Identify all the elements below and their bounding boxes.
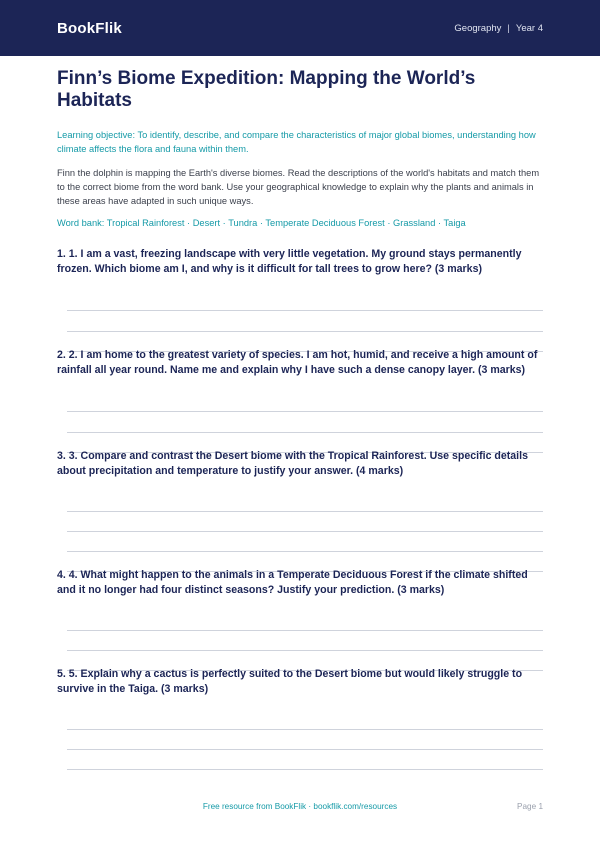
page-title: Finn’s Biome Expedition: Mapping the World’s Habitats	[57, 68, 476, 111]
header-bar	[0, 0, 600, 56]
answer-line[interactable]	[67, 411, 543, 412]
question-5	[57, 667, 543, 770]
answer-line[interactable]	[67, 749, 543, 750]
question-text: 1. 1. I am a vast, freezing landscape with very little vegetation. My ground stays permanently frozen. Which biome am I, and why is it difficult for tall trees to grow here? (3 marks)	[57, 248, 522, 275]
answer-line[interactable]	[67, 769, 543, 770]
brand-logo[interactable]: BookFlik	[57, 19, 122, 37]
word-bank: Word bank: Tropical Rainforest · Desert · Tundra · Temperate Deciduous Forest · Grassland · Taiga	[57, 218, 466, 228]
question-4	[57, 568, 543, 671]
learning-objective: Learning objective: To identify, describe, and compare the characteristics of major global biomes, understanding how climate affects the flora and fauna within them.	[57, 130, 536, 154]
question-2	[57, 348, 543, 453]
answer-line[interactable]	[67, 729, 543, 730]
answer-line[interactable]	[67, 551, 543, 552]
intro-text: Finn the dolphin is mapping the Earth's diverse biomes. Read the descriptions of the world's habitats and match them to the correct biome from the word bank. Use your geographical knowledge to explain why the plants and animals in these areas have adapted in such unique ways.	[57, 168, 540, 206]
question-text: 4. 4. What might happen to the animals in a Temperate Deciduous Forest if the climate shifted and it no longer had four distinct seasons? Justify your prediction. (3 marks)	[57, 569, 528, 596]
subject-meta	[454, 23, 543, 34]
question-3	[57, 449, 543, 572]
answer-line[interactable]	[67, 630, 543, 631]
answer-line[interactable]	[67, 331, 543, 332]
answer-line[interactable]	[67, 650, 543, 651]
answer-line[interactable]	[67, 531, 543, 532]
worksheet-body	[0, 56, 600, 770]
answer-line[interactable]	[67, 511, 543, 512]
question-1	[57, 247, 543, 352]
page-footer	[0, 802, 600, 816]
year-label: Year 4	[515, 22, 543, 34]
page-number: Page 1	[517, 802, 543, 811]
question-text: 2. 2. I am home to the greatest variety of species. I am hot, humid, and receive a high amount of rainfall all year round. Name me and explain why I have such a dense canopy layer. (3 marks)	[57, 349, 538, 376]
answer-line[interactable]	[67, 432, 543, 433]
meta-separator: |	[507, 22, 510, 34]
footer-credit-link[interactable]: Free resource from BookFlik · bookflik.com/resources	[202, 802, 398, 811]
subject-label: Geography	[454, 22, 502, 34]
question-text: 5. 5. Explain why a cactus is perfectly suited to the Desert biome but would likely struggle to survive in the Taiga. (3 marks)	[57, 668, 523, 695]
answer-line[interactable]	[67, 310, 543, 311]
question-text: 3. 3. Compare and contrast the Desert biome with the Tropical Rainforest. Use specific details about precipitation and temperature to justify your answer. (4 marks)	[57, 450, 528, 477]
